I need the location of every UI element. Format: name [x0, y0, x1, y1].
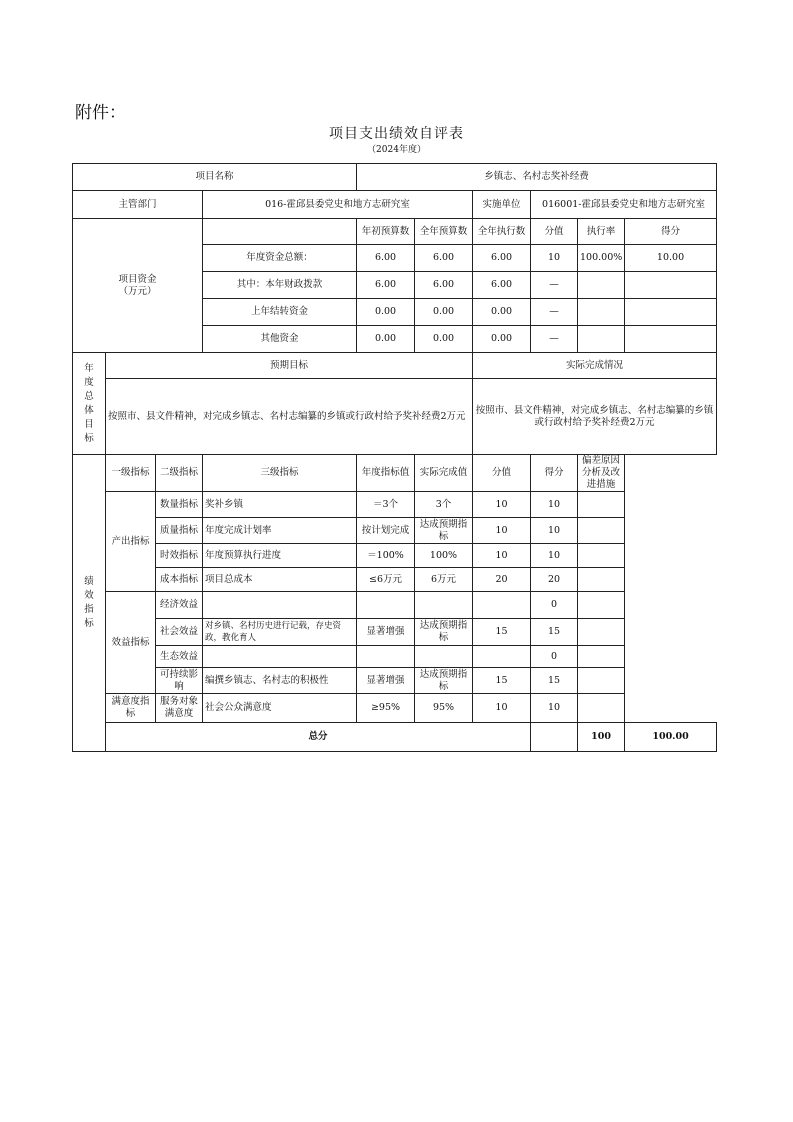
indicator-header: 一级指标	[106, 455, 156, 492]
funds-weight: —	[531, 272, 578, 299]
funds-rate	[578, 299, 625, 326]
indicator-row	[73, 492, 717, 518]
indicator-l2: 数量指标	[156, 492, 203, 518]
indicator-weight: 10	[473, 492, 531, 518]
funds-header: 执行率	[578, 219, 625, 245]
indicator-weight: 15	[473, 619, 531, 646]
funds-score	[625, 272, 717, 299]
indicator-reason	[578, 492, 625, 518]
funds-header: 全年预算数	[415, 219, 473, 245]
indicator-header: 得分	[531, 455, 578, 492]
total-row	[73, 723, 717, 752]
project-name-label: 项目名称	[73, 164, 357, 191]
indicator-score: 10	[531, 518, 578, 544]
funds-annual: 0.00	[415, 299, 473, 326]
funds-annual: 6.00	[415, 245, 473, 272]
indicator-row	[73, 668, 717, 694]
funds-header-row	[73, 219, 717, 245]
funds-annual: 6.00	[415, 272, 473, 299]
total-score: 100.00	[625, 723, 717, 752]
indicator-l3	[203, 646, 357, 668]
actual-goal-text: 按照市、县文件精神，对完成乡镇志、名村志编纂的乡镇或行政村给予奖补经费2万元	[473, 379, 717, 455]
indicator-actual: 3个	[415, 492, 473, 518]
funds-header: 得分	[625, 219, 717, 245]
goals-header-row	[73, 353, 717, 379]
funds-score: 10.00	[625, 245, 717, 272]
indicator-actual: 达成预期指标	[415, 518, 473, 544]
indicator-actual	[415, 646, 473, 668]
indicator-row	[73, 646, 717, 668]
funds-weight: —	[531, 299, 578, 326]
indicator-reason	[578, 668, 625, 694]
indicator-l2: 可持续影响	[156, 668, 203, 694]
project-name-value: 乡镇志、名村志奖补经费	[357, 164, 717, 191]
indicator-l3: 对乡镇、名村历史进行记载，存史资政，教化育人	[203, 619, 357, 646]
indicator-target	[357, 646, 415, 668]
indicator-reason	[578, 592, 625, 619]
indicator-target: 显著增强	[357, 668, 415, 694]
indicator-row	[73, 518, 717, 544]
indicator-reason	[578, 518, 625, 544]
funds-row-label: 其他资金	[203, 326, 357, 353]
indicator-reason	[578, 568, 625, 592]
indicator-reason	[578, 646, 625, 668]
funds-rate: 100.00%	[578, 245, 625, 272]
self-evaluation-table	[72, 163, 717, 752]
indicator-weight: 15	[473, 668, 531, 694]
funds-executed: 6.00	[473, 272, 531, 299]
total-label: 总分	[106, 723, 531, 752]
indicator-l3: 编撰乡镇志、名村志的积极性	[203, 668, 357, 694]
funds-rate	[578, 326, 625, 353]
form-year: （2024年度）	[367, 145, 426, 155]
indicator-score: 0	[531, 592, 578, 619]
indicator-weight: 20	[473, 568, 531, 592]
actual-goal-header: 实际完成情况	[473, 353, 717, 379]
funds-header: 年初预算数	[357, 219, 415, 245]
funds-annual: 0.00	[415, 326, 473, 353]
indicator-score: 15	[531, 619, 578, 646]
indicator-row	[73, 694, 717, 723]
indicator-actual: 100%	[415, 544, 473, 568]
funds-initial: 6.00	[357, 245, 415, 272]
funds-label: 项目资金 （万元）	[73, 219, 203, 353]
indicator-weight: 10	[473, 518, 531, 544]
indicator-l3: 项目总成本	[203, 568, 357, 592]
funds-score	[625, 299, 717, 326]
funds-weight: 10	[531, 245, 578, 272]
indicator-weight: 10	[473, 694, 531, 723]
indicator-target: 按计划完成	[357, 518, 415, 544]
indicator-target: ≥95%	[357, 694, 415, 723]
indicator-score: 20	[531, 568, 578, 592]
indicator-actual: 6万元	[415, 568, 473, 592]
indicator-l3	[203, 592, 357, 619]
indicator-header: 三级指标	[203, 455, 357, 492]
indicator-actual: 达成预期指标	[415, 668, 473, 694]
indicator-l3: 年度预算执行进度	[203, 544, 357, 568]
indicator-actual	[415, 592, 473, 619]
indicator-l3: 社会公众满意度	[203, 694, 357, 723]
indicator-l2: 社会效益	[156, 619, 203, 646]
funds-weight: —	[531, 326, 578, 353]
indicator-actual: 95%	[415, 694, 473, 723]
indicator-score: 10	[531, 544, 578, 568]
indicator-reason	[578, 694, 625, 723]
funds-score	[625, 326, 717, 353]
project-name-row	[73, 164, 717, 191]
indicator-header: 分值	[473, 455, 531, 492]
indicator-l3: 年度完成计划率	[203, 518, 357, 544]
indicator-weight	[473, 592, 531, 619]
funds-row-label: 其中：本年财政拨款	[203, 272, 357, 299]
indicator-score: 15	[531, 668, 578, 694]
indicator-row	[73, 544, 717, 568]
funds-initial: 6.00	[357, 272, 415, 299]
funds-executed: 6.00	[473, 245, 531, 272]
funds-header: 分值	[531, 219, 578, 245]
indicator-actual: 达成预期指标	[415, 619, 473, 646]
indicator-target: ＝100%	[357, 544, 415, 568]
indicator-row	[73, 568, 717, 592]
funds-initial: 0.00	[357, 299, 415, 326]
funds-row-label: 年度资金总额：	[203, 245, 357, 272]
output-indicator-group: 产出指标	[106, 492, 156, 592]
indicator-header: 二级指标	[156, 455, 203, 492]
indicator-target	[357, 592, 415, 619]
total-blank	[531, 723, 578, 752]
indicator-l3: 奖补乡镇	[203, 492, 357, 518]
form-title: 项目支出绩效自评表	[329, 126, 464, 142]
indicator-l2: 服务对象满意度	[156, 694, 203, 723]
indicator-l2: 时效指标	[156, 544, 203, 568]
impl-value: 016001-霍邱县委党史和地方志研究室	[531, 191, 717, 219]
funds-header: 全年执行数	[473, 219, 531, 245]
indicator-target: ＝3个	[357, 492, 415, 518]
indicator-header: 年度指标值	[357, 455, 415, 492]
indicator-target: ≤6万元	[357, 568, 415, 592]
funds-executed: 0.00	[473, 326, 531, 353]
benefit-indicator-group: 效益指标	[106, 592, 156, 694]
indicator-weight	[473, 646, 531, 668]
expected-goal-text: 按照市、县文件精神，对完成乡镇志、名村志编纂的乡镇或行政村给予奖补经费2万元	[106, 379, 473, 455]
funds-initial: 0.00	[357, 326, 415, 353]
indicator-score: 10	[531, 694, 578, 723]
indicator-weight: 10	[473, 544, 531, 568]
indicator-l2: 经济效益	[156, 592, 203, 619]
indicator-target: 显著增强	[357, 619, 415, 646]
indicator-row	[73, 592, 717, 619]
indicator-score: 10	[531, 492, 578, 518]
indicator-reason	[578, 544, 625, 568]
total-weight: 100	[578, 723, 625, 752]
funds-header-blank	[203, 219, 357, 245]
dept-value: 016-霍邱县委党史和地方志研究室	[203, 191, 473, 219]
indicator-l2: 生态效益	[156, 646, 203, 668]
indicator-row	[73, 619, 717, 646]
expected-goal-header: 预期目标	[106, 353, 473, 379]
indicator-l2: 质量指标	[156, 518, 203, 544]
goals-content-row	[73, 379, 717, 455]
satisfaction-indicator-group: 满意度指 标	[106, 694, 156, 723]
attachment-label: 附件：	[75, 103, 126, 123]
department-row	[73, 191, 717, 219]
indicator-reason	[578, 619, 625, 646]
goals-label: 年 度 总 体 目 标	[73, 353, 106, 455]
dept-label: 主管部门	[73, 191, 203, 219]
indicators-header-row	[73, 455, 717, 492]
indicator-header: 实际完成值	[415, 455, 473, 492]
indicator-l2: 成本指标	[156, 568, 203, 592]
funds-rate	[578, 272, 625, 299]
funds-row-label: 上年结转资金	[203, 299, 357, 326]
indicator-header: 偏差原因分析及改进措施	[578, 455, 625, 492]
indicator-score: 0	[531, 646, 578, 668]
impl-label: 实施单位	[473, 191, 531, 219]
indicators-label: 绩 效 指 标	[73, 455, 106, 752]
funds-executed: 0.00	[473, 299, 531, 326]
